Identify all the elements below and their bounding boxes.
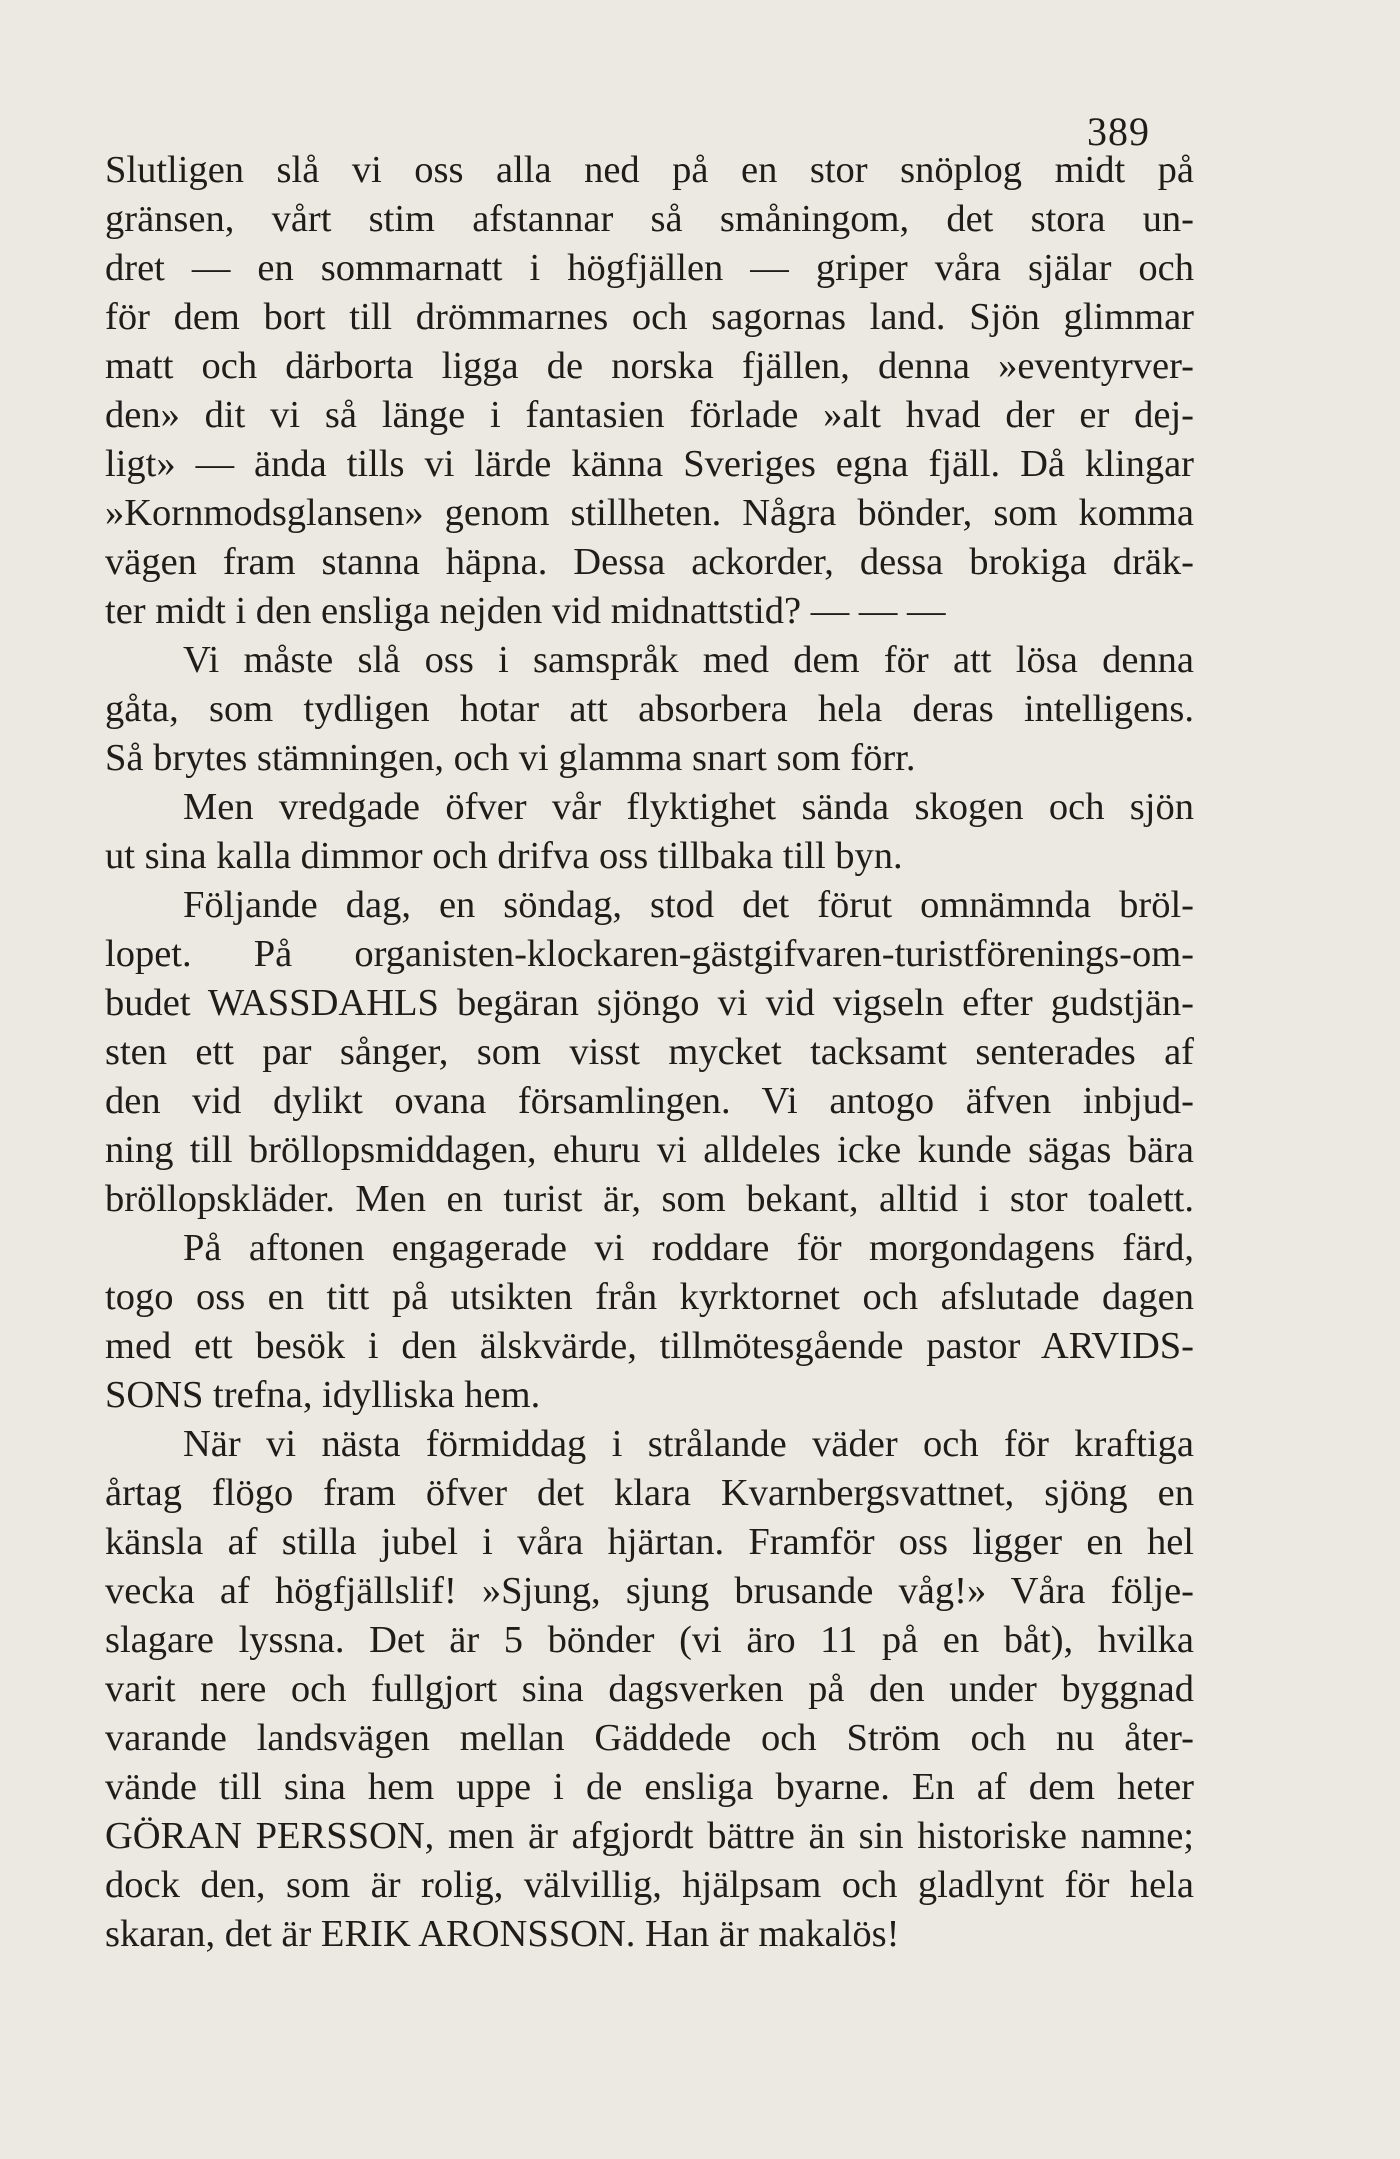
text-line: för dem bort till drömmarnes och sagornas land. Sjön glimmar	[105, 296, 1194, 338]
text-line: Men vredgade öfver vår flyktighet sända skogen och sjön	[183, 786, 1194, 828]
text-line: GÖRAN PERSSON, men är afgjordt bättre än sin historiske namne;	[105, 1815, 1194, 1857]
page-number: 389	[1087, 109, 1150, 154]
text-line: varande landsvägen mellan Gäddede och Ström och nu åter-	[105, 1717, 1194, 1759]
text-line: skaran, det är ERIK ARONSSON. Han är makalös!	[105, 1913, 900, 1955]
text-line: ut sina kalla dimmor och drifva oss tillbaka till byn.	[105, 835, 903, 877]
text-line: ligt» — ända tills vi lärde känna Sveriges egna fjäll. Då klingar	[105, 443, 1194, 485]
text-line: Slutligen slå vi oss alla ned på en stor snöplog midt på	[105, 149, 1194, 191]
text-line: den vid dylikt ovana församlingen. Vi antogo äfven inbjud-	[105, 1080, 1194, 1122]
text-line: bröllopskläder. Men en turist är, som bekant, alltid i stor toalett.	[105, 1178, 1194, 1220]
text-line: gränsen, vårt stim afstannar så småningom, det stora un-	[105, 198, 1194, 240]
text-line: Vi måste slå oss i samspråk med dem för att lösa denna	[183, 639, 1194, 681]
text-line: SONS trefna, idylliska hem.	[105, 1374, 541, 1416]
text-line: årtag flögo fram öfver det klara Kvarnbergsvattnet, sjöng en	[105, 1472, 1194, 1514]
text-line: ter midt i den ensliga nejden vid midnattstid? — — —	[105, 590, 946, 632]
text-line: vände till sina hem uppe i de ensliga byarne. En af dem heter	[105, 1766, 1194, 1808]
text-line: med ett besök i den älskvärde, tillmötesgående pastor ARVIDS-	[105, 1325, 1194, 1367]
text-line: På aftonen engagerade vi roddare för morgondagens färd,	[183, 1227, 1194, 1269]
text-line: När vi nästa förmiddag i strålande väder och för kraftiga	[183, 1423, 1194, 1465]
text-line: dock den, som är rolig, välvillig, hjälpsam och gladlynt för hela	[105, 1864, 1194, 1906]
text-line: »Kornmodsglansen» genom stillheten. Några bönder, som komma	[105, 492, 1194, 534]
text-line: vägen fram stanna häpna. Dessa ackorder, dessa brokiga dräk-	[105, 541, 1194, 583]
text-line: slagare lyssna. Det är 5 bönder (vi äro 11 på en båt), hvilka	[105, 1619, 1194, 1661]
text-line: den» dit vi så länge i fantasien förlade »alt hvad der er dej-	[105, 394, 1194, 436]
text-line: budet WASSDAHLS begäran sjöngo vi vid vigseln efter gudstjän-	[105, 982, 1194, 1024]
text-line: togo oss en titt på utsikten från kyrktornet och afslutade dagen	[105, 1276, 1194, 1318]
text-line: lopet. På organisten-klockaren-gästgifvaren-turistförenings-om-	[105, 933, 1194, 975]
text-line: gåta, som tydligen hotar att absorbera hela deras intelligens.	[105, 688, 1194, 730]
text-line: dret — en sommarnatt i högfjällen — griper våra själar och	[105, 247, 1194, 289]
text-line: varit nere och fullgjort sina dagsverken på den under byggnad	[105, 1668, 1194, 1710]
text-line: matt och därborta ligga de norska fjällen, denna »eventyrver-	[105, 345, 1194, 387]
text-line: vecka af högfjällslif! »Sjung, sjung brusande våg!» Våra följe-	[105, 1570, 1194, 1612]
text-line: Så brytes stämningen, och vi glamma snart som förr.	[105, 737, 916, 779]
text-line: ning till bröllopsmiddagen, ehuru vi alldeles icke kunde sägas bära	[105, 1129, 1194, 1171]
text-line: Följande dag, en söndag, stod det förut omnämnda bröl-	[183, 884, 1194, 926]
text-line: sten ett par sånger, som visst mycket tacksamt senterades af	[105, 1031, 1194, 1073]
text-line: känsla af stilla jubel i våra hjärtan. Framför oss ligger en hel	[105, 1521, 1194, 1563]
